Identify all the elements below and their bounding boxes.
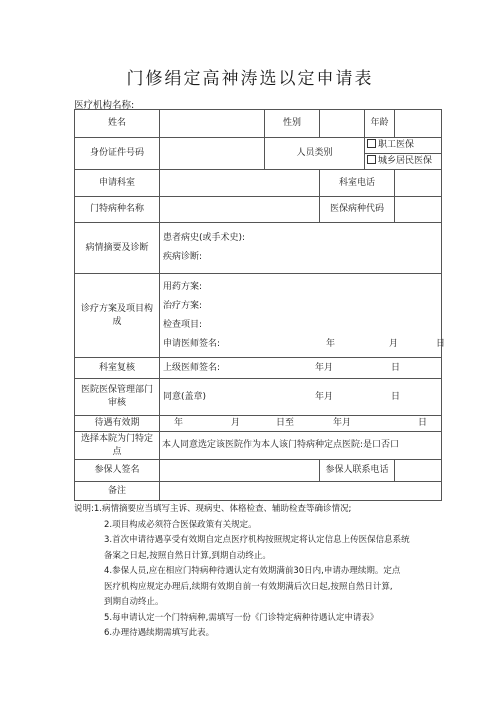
note-3a: 3.首次申请待遇享受有效期自定点医疗机构按照规定将认定信息上传医保信息系统	[104, 535, 410, 545]
review-label: 科室复核	[75, 358, 160, 379]
history-line[interactable]: 患者病史(或手术史):	[163, 233, 246, 243]
id-number-field[interactable]	[160, 138, 265, 170]
note-4c: 到期自动终止。	[104, 597, 164, 607]
notes-section	[74, 502, 444, 642]
note-6: 6.办理待遇续期需填写此表。	[104, 628, 215, 638]
dept-label: 申请科室	[75, 170, 160, 197]
name-field[interactable]	[160, 110, 265, 138]
insured-sign-field[interactable]	[160, 460, 320, 482]
senior-sign-line[interactable]: 上级医师签名: 年月 日	[163, 362, 401, 373]
doctor-sign-line[interactable]: 申请医师签名: 年 月 日	[163, 338, 446, 349]
validity-line[interactable]: 年 月 日至 年月 日	[174, 418, 428, 428]
disease-name-label: 门特病种名称	[75, 197, 160, 223]
form-title: 门修绢定高神涛选以定申请表	[126, 69, 374, 89]
disease-code-label: 医保病种代码	[320, 197, 395, 223]
choose-label: 选择本院为门特定点	[75, 432, 160, 460]
institution-label: 医疗机构名称:	[74, 100, 135, 111]
age-field[interactable]	[395, 110, 442, 138]
plan-label: 诊疗方案及项目构成	[75, 274, 160, 358]
disease-name-field[interactable]	[160, 197, 320, 223]
insured-phone-field[interactable]	[395, 460, 442, 482]
gender-label: 性别	[265, 110, 320, 138]
id-number-label: 身份证件号码	[75, 138, 160, 170]
option-employee[interactable]: 职工医保	[365, 138, 441, 154]
checkbox-employee[interactable]	[367, 139, 376, 148]
insured-phone-label: 参保人联系电话	[320, 460, 395, 482]
note-3b: 备案之日起,按照自然日计算,到期自动终止。	[104, 550, 271, 561]
note-4b: 医疗机构应规定办理后,续期有效期自前一有效期满后次日起,按照自然日计算,	[104, 581, 393, 592]
dept-phone-label: 科室电话	[320, 170, 395, 197]
choose-text[interactable]: 本人同意选定该医院作为本人该门特病种定点医院:是口否口	[160, 432, 442, 460]
disease-code-field[interactable]	[395, 197, 442, 223]
note-4a: 4.参保人员,应在相应门特病种待遇认定有效期满前30日内,申请办理续期。定点	[104, 566, 401, 576]
gender-field[interactable]	[320, 110, 365, 138]
diagnosis-line[interactable]: 疾病诊断:	[163, 252, 203, 262]
remark-label: 备注	[75, 482, 160, 501]
treatment-line[interactable]: 治疗方案:	[163, 300, 203, 311]
dept-phone-field[interactable]	[395, 170, 442, 197]
dept-field[interactable]	[160, 170, 320, 197]
note-1: 说明:1.病情摘要应当填写主诉、现病史、体格检查、辅助检查等确诊情况;	[74, 504, 352, 514]
insured-type-label: 人员类别	[265, 138, 365, 170]
name-label: 姓名	[75, 110, 160, 138]
remark-field[interactable]	[160, 482, 442, 501]
note-5: 5.每申请认定一个门特病种,需填写一份《门诊特定病种待遇认定申请表》	[104, 612, 379, 623]
option-resident[interactable]: 城乡居民医保	[365, 154, 441, 169]
checkbox-resident[interactable]	[367, 155, 376, 164]
age-label: 年龄	[365, 110, 395, 138]
medication-line[interactable]: 用药方案:	[163, 281, 203, 292]
condition-label: 病情摘要及诊断	[75, 223, 160, 274]
validity-label: 待遇有效期	[75, 416, 160, 432]
application-form-table	[74, 109, 446, 501]
agree-line[interactable]: 同意(盖章) 年月 日	[163, 391, 401, 402]
insured-sign-label: 参保人签名	[75, 460, 160, 482]
exam-line[interactable]: 检查项目:	[163, 319, 203, 330]
hospital-review-label: 医院医保管理部门审核	[75, 379, 160, 416]
note-2: 2.项目构成必须符合医保政策有关规定。	[104, 519, 257, 530]
